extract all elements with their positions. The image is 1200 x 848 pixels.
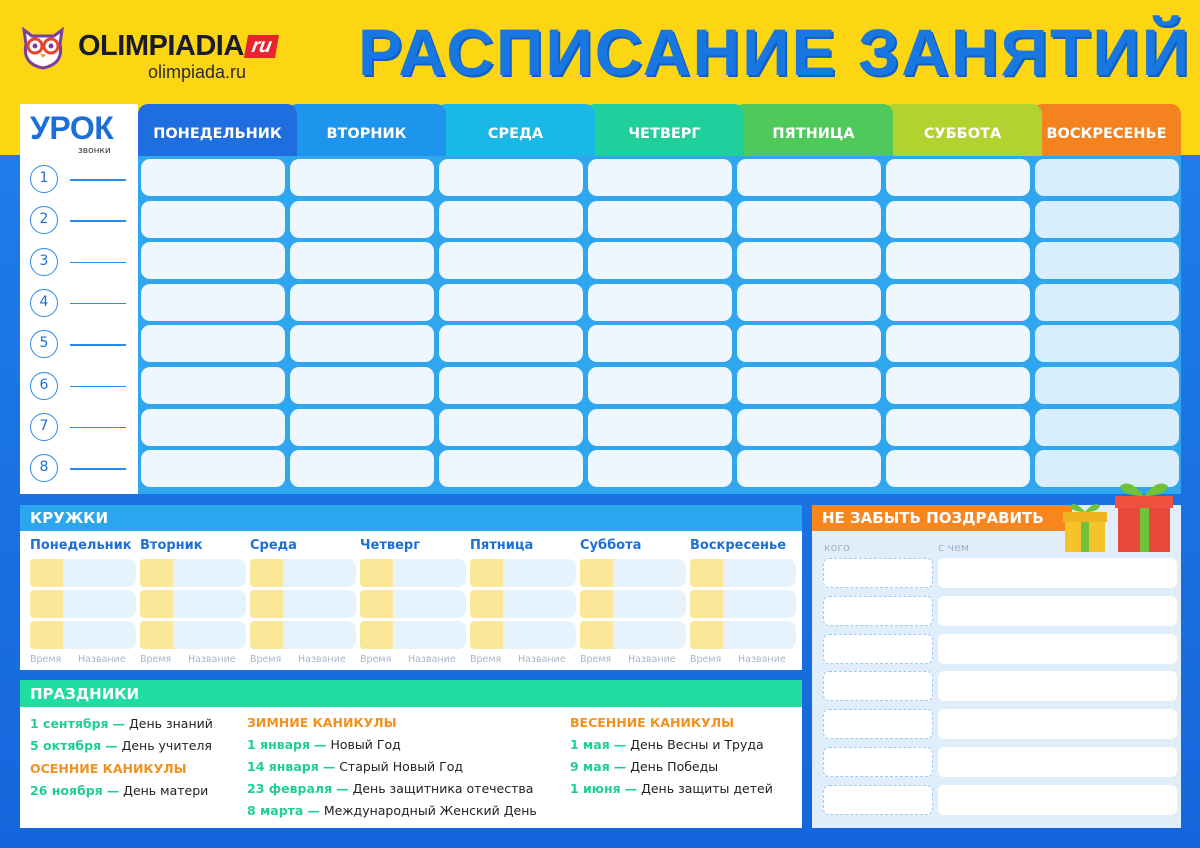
time-caption: Время <box>580 654 612 665</box>
schedule-cell[interactable] <box>886 284 1030 321</box>
holiday-item: 23 февраля — День защитника отечества <box>247 781 534 796</box>
schedule-cell[interactable] <box>737 450 881 487</box>
holiday-item: 1 сентября — День знаний <box>30 716 213 731</box>
holiday-item: 26 ноября — День матери <box>30 783 209 798</box>
day-header: ВТОРНИК <box>287 104 446 156</box>
name-caption: Название <box>738 654 786 665</box>
owl-logo-icon <box>18 24 68 70</box>
page-title: РАСПИСАНИЕ ЗАНЯТИЙ <box>358 15 1192 89</box>
club-slot[interactable] <box>690 590 796 618</box>
club-time-field[interactable] <box>360 621 393 649</box>
schedule-cell[interactable] <box>439 450 583 487</box>
brand-logo <box>18 22 318 82</box>
club-time-field[interactable] <box>140 559 173 587</box>
club-time-field[interactable] <box>140 621 173 649</box>
club-slot[interactable] <box>580 590 686 618</box>
club-time-field[interactable] <box>30 590 63 618</box>
schedule-cell[interactable] <box>737 284 881 321</box>
schedule-cell[interactable] <box>588 409 732 446</box>
club-name-field[interactable] <box>723 621 796 649</box>
brand-url: olimpiada.ru <box>148 62 247 82</box>
club-day-label: Среда <box>250 538 297 553</box>
bell-time-line <box>70 303 126 305</box>
schedule-cell[interactable] <box>439 284 583 321</box>
club-time-field[interactable] <box>250 621 283 649</box>
schedule-cell[interactable] <box>439 201 583 238</box>
who-caption: кого <box>824 541 850 554</box>
greetings-heading: НЕ ЗАБЫТЬ ПОЗДРАВИТЬ <box>812 505 1072 531</box>
name-caption: Название <box>518 654 566 665</box>
name-caption: Название <box>408 654 456 665</box>
club-name-field[interactable] <box>613 559 686 587</box>
club-slot[interactable] <box>360 621 466 649</box>
club-name-field[interactable] <box>63 590 136 618</box>
schedule-cell[interactable] <box>439 159 583 196</box>
club-time-field[interactable] <box>690 590 723 618</box>
schedule-cell[interactable] <box>737 201 881 238</box>
schedule-cell[interactable] <box>1035 242 1179 279</box>
schedule-cell[interactable] <box>886 201 1030 238</box>
club-name-field[interactable] <box>723 590 796 618</box>
club-name-field[interactable] <box>283 590 356 618</box>
greet-what-field[interactable] <box>938 709 1177 739</box>
time-caption: Время <box>360 654 392 665</box>
brand-suffix: ru <box>244 35 279 58</box>
time-caption: Время <box>30 654 62 665</box>
schedule-cell[interactable] <box>737 325 881 362</box>
club-name-field[interactable] <box>503 621 576 649</box>
club-name-field[interactable] <box>173 559 246 587</box>
greet-who-field[interactable] <box>823 671 933 701</box>
schedule-cell[interactable] <box>439 325 583 362</box>
holiday-item: 8 марта — Международный Женский День <box>247 803 537 818</box>
time-caption: Время <box>140 654 172 665</box>
club-slot[interactable] <box>30 621 136 649</box>
schedule-cell[interactable] <box>588 367 732 404</box>
day-header: СУББОТА <box>883 104 1042 156</box>
club-name-field[interactable] <box>613 590 686 618</box>
schedule-cell[interactable] <box>886 367 1030 404</box>
schedule-cell[interactable] <box>737 159 881 196</box>
holiday-item: 1 января — Новый Год <box>247 737 401 752</box>
schedule-cell[interactable] <box>439 409 583 446</box>
schedule-cell[interactable] <box>290 284 434 321</box>
schedule-cell[interactable] <box>737 242 881 279</box>
greet-what-field[interactable] <box>938 671 1177 701</box>
club-time-field[interactable] <box>360 559 393 587</box>
schedule-cell[interactable] <box>290 159 434 196</box>
club-time-field[interactable] <box>580 590 613 618</box>
schedule-grid <box>138 155 1181 494</box>
holidays-panel <box>20 680 802 828</box>
schedule-cell[interactable] <box>290 450 434 487</box>
club-slot[interactable] <box>140 559 246 587</box>
schedule-cell[interactable] <box>886 409 1030 446</box>
lesson-number: 1 <box>30 165 58 193</box>
schedule-cell[interactable] <box>1035 159 1179 196</box>
day-headers <box>138 104 1181 156</box>
greet-who-field[interactable] <box>823 596 933 626</box>
club-name-field[interactable] <box>283 621 356 649</box>
schedule-cell[interactable] <box>141 201 285 238</box>
club-time-field[interactable] <box>140 590 173 618</box>
schedule-cell[interactable] <box>290 325 434 362</box>
bell-time-line <box>70 468 126 470</box>
schedule-cell[interactable] <box>141 450 285 487</box>
club-time-field[interactable] <box>250 590 283 618</box>
schedule-cell[interactable] <box>588 242 732 279</box>
greet-who-field[interactable] <box>823 709 933 739</box>
day-header: ПЯТНИЦА <box>734 104 893 156</box>
club-slot[interactable] <box>250 559 356 587</box>
club-slot[interactable] <box>30 590 136 618</box>
club-time-field[interactable] <box>360 590 393 618</box>
lesson-number: 3 <box>30 248 58 276</box>
schedule-cell[interactable] <box>439 367 583 404</box>
holiday-item: 9 мая — День Победы <box>570 759 719 774</box>
schedule-cell[interactable] <box>886 242 1030 279</box>
autumn-break-heading: ОСЕННИЕ КАНИКУЛЫ <box>30 761 187 776</box>
greet-who-field[interactable] <box>823 785 933 815</box>
schedule-cell[interactable] <box>588 159 732 196</box>
club-slot[interactable] <box>580 621 686 649</box>
club-slot[interactable] <box>140 590 246 618</box>
schedule-cell[interactable] <box>737 409 881 446</box>
lesson-panel <box>20 104 138 494</box>
bell-time-line <box>70 344 126 346</box>
club-name-field[interactable] <box>283 559 356 587</box>
lesson-row <box>30 165 130 193</box>
schedule-cell[interactable] <box>588 450 732 487</box>
schedule-cell[interactable] <box>588 284 732 321</box>
lesson-number: 4 <box>30 289 58 317</box>
club-slot[interactable] <box>690 621 796 649</box>
greet-who-field[interactable] <box>823 558 933 588</box>
club-slot[interactable] <box>580 559 686 587</box>
schedule-cell[interactable] <box>1035 367 1179 404</box>
greet-what-field[interactable] <box>938 634 1177 664</box>
bell-time-line <box>70 427 126 429</box>
club-time-field[interactable] <box>470 559 503 587</box>
schedule-cell[interactable] <box>141 159 285 196</box>
club-day-label: Суббота <box>580 538 642 553</box>
greet-what-field[interactable] <box>938 558 1177 588</box>
club-time-field[interactable] <box>690 621 723 649</box>
club-name-field[interactable] <box>393 590 466 618</box>
lesson-number: 8 <box>30 454 58 482</box>
club-name-field[interactable] <box>393 559 466 587</box>
lesson-row <box>30 248 130 276</box>
clubs-panel <box>20 505 802 670</box>
lesson-number: 2 <box>30 206 58 234</box>
schedule-cell[interactable] <box>1035 201 1179 238</box>
lesson-row <box>30 372 130 400</box>
club-slot[interactable] <box>30 559 136 587</box>
holiday-item: 5 октября — День учителя <box>30 738 212 753</box>
club-name-field[interactable] <box>613 621 686 649</box>
club-name-field[interactable] <box>503 590 576 618</box>
lesson-row <box>30 206 130 234</box>
greet-who-field[interactable] <box>823 634 933 664</box>
club-name-field[interactable] <box>173 621 246 649</box>
club-time-field[interactable] <box>250 559 283 587</box>
day-header: ПОНЕДЕЛЬНИК <box>138 104 297 156</box>
name-caption: Название <box>78 654 126 665</box>
schedule-cell[interactable] <box>588 325 732 362</box>
name-caption: Название <box>188 654 236 665</box>
bell-time-line <box>70 262 126 264</box>
lesson-row <box>30 454 130 482</box>
day-header: СРЕДА <box>436 104 595 156</box>
club-day-label: Воскресенье <box>690 538 787 553</box>
club-name-field[interactable] <box>393 621 466 649</box>
schedule-cell[interactable] <box>886 159 1030 196</box>
club-slot[interactable] <box>140 621 246 649</box>
club-time-field[interactable] <box>690 559 723 587</box>
club-time-field[interactable] <box>30 559 63 587</box>
greet-what-field[interactable] <box>938 596 1177 626</box>
schedule-cell[interactable] <box>141 409 285 446</box>
time-caption: Время <box>250 654 282 665</box>
schedule-cell[interactable] <box>290 409 434 446</box>
schedule-cell[interactable] <box>1035 409 1179 446</box>
schedule-cell[interactable] <box>439 242 583 279</box>
club-day-label: Вторник <box>140 538 203 553</box>
club-name-field[interactable] <box>173 590 246 618</box>
greet-what-field[interactable] <box>938 747 1177 777</box>
club-slot[interactable] <box>470 590 576 618</box>
greet-what-field[interactable] <box>938 785 1177 815</box>
club-name-field[interactable] <box>723 559 796 587</box>
time-caption: Время <box>690 654 722 665</box>
schedule-cell[interactable] <box>141 284 285 321</box>
schedule-cell[interactable] <box>141 325 285 362</box>
gift-icon <box>1112 476 1176 554</box>
schedule-cell[interactable] <box>588 201 732 238</box>
club-slot[interactable] <box>690 559 796 587</box>
club-name-field[interactable] <box>63 621 136 649</box>
greet-who-field[interactable] <box>823 747 933 777</box>
bell-time-line <box>70 179 126 181</box>
club-slot[interactable] <box>470 621 576 649</box>
club-time-field[interactable] <box>580 559 613 587</box>
what-caption: с чем <box>938 541 970 554</box>
club-slot[interactable] <box>470 559 576 587</box>
time-caption: Время <box>470 654 502 665</box>
winter-break-heading: ЗИМНИЕ КАНИКУЛЫ <box>247 715 397 730</box>
bells-subheading: звонки <box>78 146 111 156</box>
lesson-number: 6 <box>30 372 58 400</box>
club-slot[interactable] <box>360 590 466 618</box>
lesson-number: 5 <box>30 330 58 358</box>
schedule-cell[interactable] <box>1035 325 1179 362</box>
schedule-cell[interactable] <box>290 367 434 404</box>
schedule-cell[interactable] <box>141 367 285 404</box>
club-time-field[interactable] <box>30 621 63 649</box>
club-day-label: Понедельник <box>30 538 132 553</box>
club-time-field[interactable] <box>470 590 503 618</box>
schedule-cell[interactable] <box>1035 284 1179 321</box>
schedule-cell[interactable] <box>737 367 881 404</box>
holiday-item: 1 июня — День защиты детей <box>570 781 773 796</box>
club-slot[interactable] <box>250 621 356 649</box>
name-caption: Название <box>628 654 676 665</box>
club-name-field[interactable] <box>63 559 136 587</box>
lesson-number: 7 <box>30 413 58 441</box>
day-header: ВОСКРЕСЕНЬЕ <box>1032 104 1181 156</box>
club-day-label: Четверг <box>360 538 420 553</box>
gift-icon <box>1060 498 1110 554</box>
holiday-item: 14 января — Старый Новый Год <box>247 759 464 774</box>
schedule-cell[interactable] <box>886 325 1030 362</box>
name-caption: Название <box>298 654 346 665</box>
club-name-field[interactable] <box>503 559 576 587</box>
club-slot[interactable] <box>250 590 356 618</box>
holidays-heading: ПРАЗДНИКИ <box>20 680 802 707</box>
spring-break-heading: ВЕСЕННИЕ КАНИКУЛЫ <box>570 715 735 730</box>
clubs-heading: КРУЖКИ <box>20 505 802 531</box>
club-day-label: Пятница <box>470 538 534 553</box>
day-header: ЧЕТВЕРГ <box>585 104 744 156</box>
holiday-item: 1 мая — День Весны и Труда <box>570 737 764 752</box>
schedule-cell[interactable] <box>886 450 1030 487</box>
schedule-cell[interactable] <box>141 242 285 279</box>
lesson-row <box>30 413 130 441</box>
lesson-row <box>30 289 130 317</box>
brand-name: OLIMPIADIA ru <box>78 30 277 63</box>
bell-time-line <box>70 220 126 222</box>
schedule-cell[interactable] <box>290 242 434 279</box>
club-slot[interactable] <box>360 559 466 587</box>
club-time-field[interactable] <box>470 621 503 649</box>
lesson-row <box>30 330 130 358</box>
bell-time-line <box>70 386 126 388</box>
lesson-heading: УРОК <box>30 110 114 146</box>
schedule-cell[interactable] <box>290 201 434 238</box>
club-time-field[interactable] <box>580 621 613 649</box>
